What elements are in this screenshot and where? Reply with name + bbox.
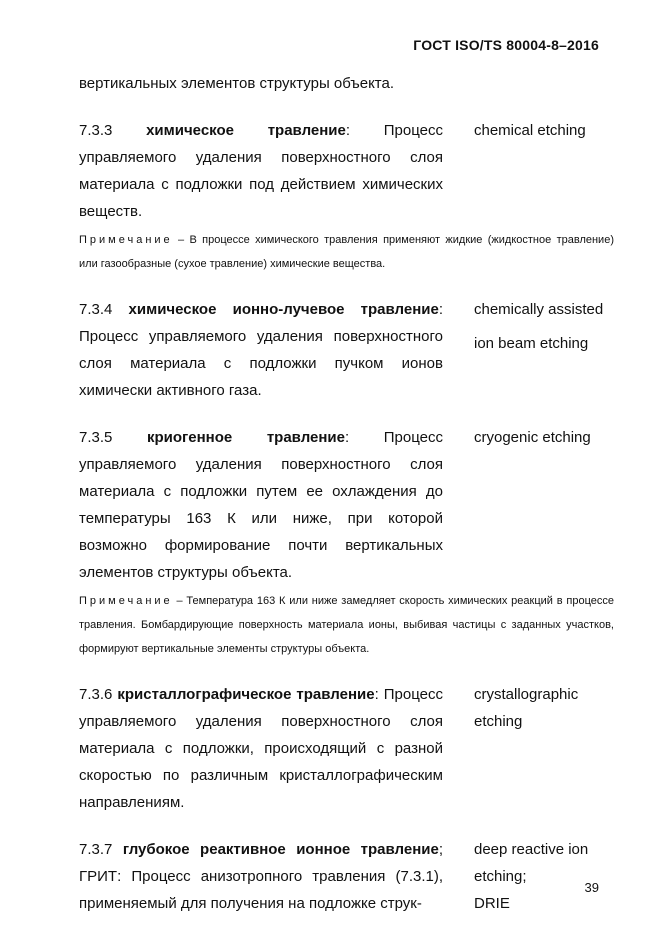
term-separator: :	[345, 122, 384, 139]
english-term-line: crystallographic	[474, 686, 579, 703]
term-separator: ;	[438, 841, 444, 858]
term-separator: :	[374, 686, 384, 703]
term-name: кристаллографическое травление	[117, 686, 375, 703]
note-label: Примечание	[79, 234, 173, 246]
english-term-line: deep reactive ion	[474, 841, 589, 858]
english-term-line: etching	[474, 713, 523, 730]
term-entry-7-3-7	[79, 836, 614, 917]
document-body	[79, 70, 614, 917]
term-name: криогенное травление	[146, 429, 345, 446]
term-definition	[79, 681, 443, 816]
english-equivalent	[474, 424, 614, 586]
term-text: Процесс управляемого удаления поверхностного слоя материала с подложки, происходящий с разной скоростью по различным кристаллографическим направлениям.	[79, 686, 443, 811]
english-term-line: DRIE	[474, 895, 510, 912]
english-term-line: cryogenic etching	[474, 429, 591, 446]
term-name: химическое ионно-лучевое травление	[128, 301, 439, 318]
term-definition	[79, 836, 443, 917]
term-definition	[79, 424, 443, 586]
term-definition	[79, 296, 443, 404]
term-entry-7-3-5	[79, 424, 614, 586]
term-definition	[79, 117, 443, 225]
english-equivalent	[474, 681, 614, 816]
english-equivalent	[474, 296, 614, 404]
term-entry-7-3-4	[79, 296, 614, 404]
english-term-line: ion beam etching	[474, 335, 589, 352]
term-note	[79, 228, 614, 276]
term-number: 7.3.5	[79, 429, 113, 446]
term-number: 7.3.6	[79, 686, 113, 703]
term-text: Процесс управляемого удаления поверхностного слоя материала с подложки пучком ионов химически активного газа.	[79, 328, 443, 399]
note-text: – В процессе химического травления применяют жидкие (жидкостное травление) или газообразные (сухое травление) химические вещества.	[79, 234, 614, 270]
page-number: 39	[584, 880, 599, 895]
term-number: 7.3.4	[79, 301, 113, 318]
note-label: Примечание	[79, 595, 173, 607]
term-entry-7-3-6	[79, 681, 614, 816]
term-name: глубокое реактивное ионное травление	[122, 841, 439, 858]
note-text: – Температура 163 К или ниже замедляет скорость химических реакций в процессе травления. Бомбардирующие поверхность материала ионы, выбивая частицы с заданных участков, формируют вертикальные элементы структуры объекта.	[79, 595, 614, 655]
english-term-line: chemically assisted	[474, 301, 604, 318]
term-separator: :	[345, 429, 384, 446]
term-text: Процесс управляемого удаления поверхностного слоя материала с подложки под действием химических веществ.	[79, 122, 443, 220]
term-separator: :	[438, 301, 444, 318]
english-equivalent	[474, 117, 614, 225]
term-entry-7-3-3	[79, 117, 614, 225]
english-term-line: etching;	[474, 868, 527, 885]
term-note	[79, 589, 614, 661]
english-term-line: chemical etching	[474, 122, 586, 139]
english-equivalent	[474, 836, 614, 917]
term-number: 7.3.3	[79, 122, 113, 139]
document-code-header: ГОСТ ISO/TS 80004-8–2016	[413, 37, 599, 53]
term-text: Процесс управляемого удаления поверхностного слоя материала с подложки путем ее охлаждения до температуры 163 К или ниже, при которой возможно формирование почти вертикальных элементов структуры объекта.	[79, 429, 443, 581]
term-name: химическое травление	[146, 122, 346, 139]
continuation-text: вертикальных элементов структуры объекта.	[79, 75, 395, 92]
term-number: 7.3.7	[79, 841, 113, 858]
term-text: ГРИТ: Процесс анизотропного травления (7.3.1), применяемый для получения на подложке струк-	[79, 868, 443, 912]
